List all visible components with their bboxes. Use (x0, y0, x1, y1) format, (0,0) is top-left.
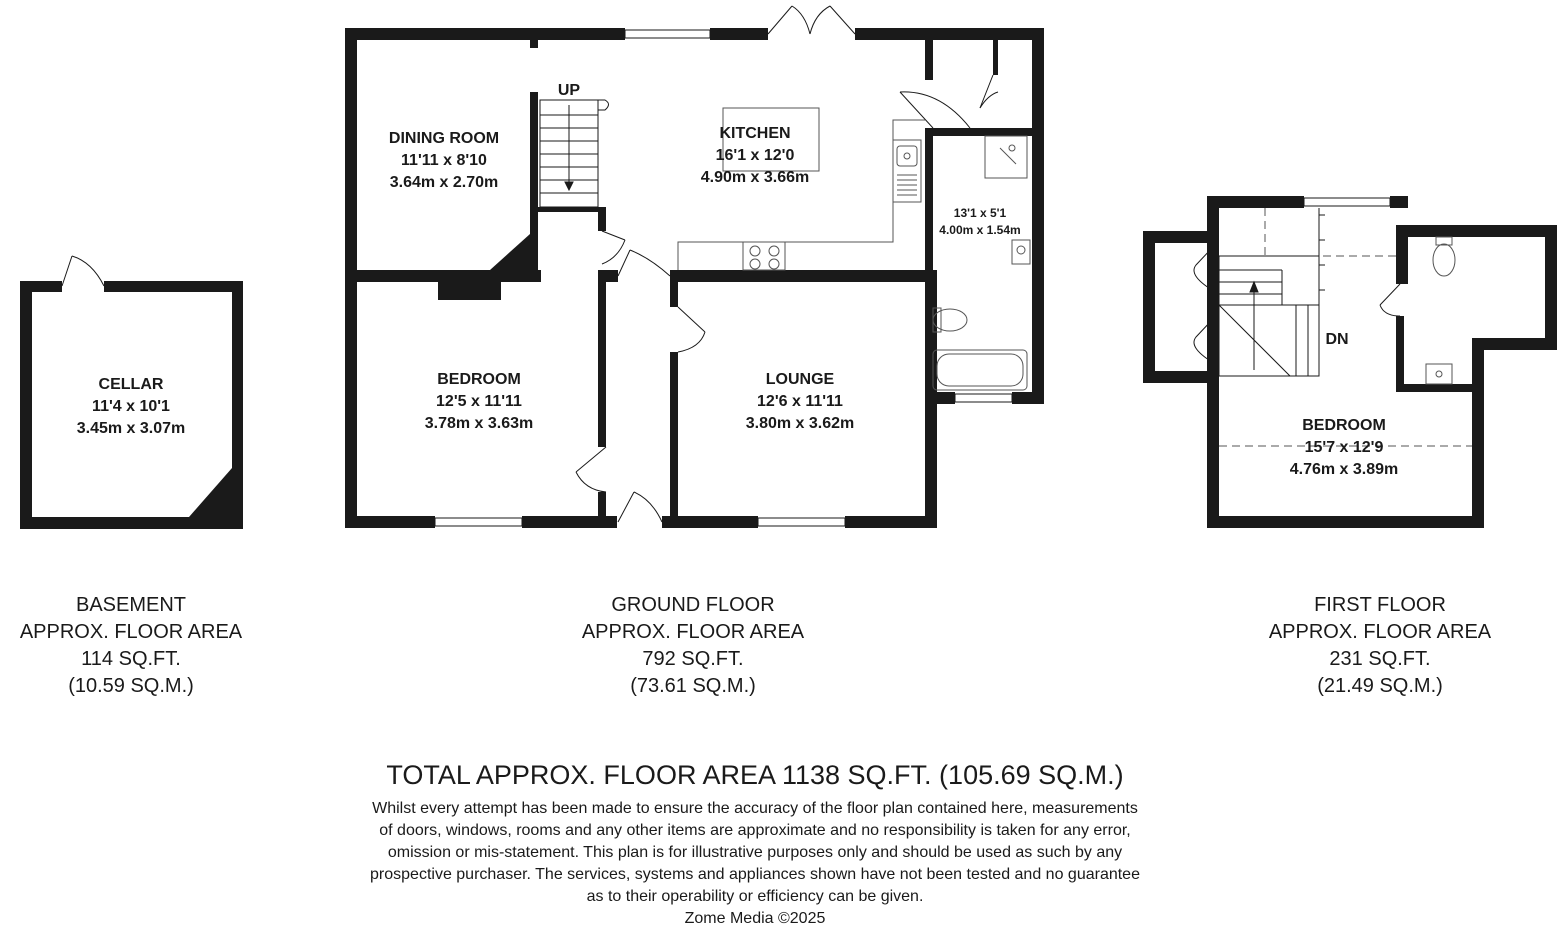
stairs-up-label: UP (557, 82, 581, 99)
dining-room-imperial: 11'11 x 8'10 (401, 152, 487, 169)
stairs-down-label: DN (1325, 331, 1349, 348)
cellar-door (62, 256, 104, 286)
disclaimer-line: of doors, windows, rooms and any other items are approximate and no responsibility is taken for any error, (379, 822, 1131, 839)
total-floor-area: TOTAL APPROX. FLOOR AREA 1138 SQ.FT. (105.69 SQ.M.) (386, 760, 1124, 790)
basement-plan (20, 256, 243, 529)
dining-room-name: DINING ROOM (388, 130, 500, 147)
dining-room-metric: 3.64m x 2.70m (389, 174, 499, 191)
first-floor-plan (1143, 196, 1557, 528)
first-floor-area-label: APPROX. FLOOR AREA (1268, 621, 1492, 643)
kitchen-imperial: 16'1 x 12'0 (715, 147, 795, 164)
bedroom-ground-imperial: 12'5 x 11'11 (436, 393, 522, 410)
kitchen-fixtures (678, 108, 925, 270)
cellar-imperial: 11'4 x 10'1 (92, 398, 170, 415)
basement-caption (0, 592, 262, 700)
first-floor-area-sqft: 231 SQ.FT. (1329, 648, 1431, 670)
bathroom-imperial: 13'1 x 5'1 (953, 206, 1007, 220)
cellar-name: CELLAR (98, 376, 164, 393)
bedroom-first-name: BEDROOM (1302, 417, 1386, 434)
first-floor-fixtures (1426, 237, 1455, 384)
first-floor-windows (1304, 198, 1390, 206)
disclaimer-line: omission or mis-statement. This plan is for illustrative purposes only and should be used as such by any (387, 844, 1123, 861)
cellar-metric: 3.45m x 3.07m (76, 420, 186, 437)
ground-floor-area-sqft: 792 SQ.FT. (642, 648, 744, 670)
kitchen-metric: 4.90m x 3.66m (700, 169, 810, 186)
copyright: Zome Media ©2025 (684, 910, 826, 927)
disclaimer-line: prospective purchaser. The services, systems and appliances shown have not been tested and no guarantee (370, 866, 1140, 883)
bathroom-metric: 4.00m x 1.54m (939, 223, 1021, 237)
first-floor-stairs[interactable] (1219, 208, 1325, 376)
room-dining (389, 130, 499, 191)
first-floor-caption (1230, 592, 1530, 700)
basement-area-sqft: 114 SQ.FT. (81, 648, 181, 670)
first-floor-walls (1143, 196, 1557, 528)
lounge-metric: 3.80m x 3.62m (745, 415, 855, 432)
basement-area-sqm: (10.59 SQ.M.) (68, 675, 194, 697)
bedroom-first-metric: 4.76m x 3.89m (1289, 461, 1399, 478)
room-lounge (746, 371, 855, 432)
first-floor-name: FIRST FLOOR (1314, 594, 1446, 616)
first-floor-area-sqm: (21.49 SQ.M.) (1317, 675, 1443, 697)
bedroom-ground-metric: 3.78m x 3.63m (424, 415, 534, 432)
ground-floor-area-label: APPROX. FLOOR AREA (581, 621, 805, 643)
ground-floor-stairs[interactable] (540, 100, 609, 207)
ground-floor-name: GROUND FLOOR (611, 594, 775, 616)
room-bathroom (939, 206, 1020, 237)
basement-floor-name: BASEMENT (75, 594, 187, 616)
ground-floor-plan (345, 6, 1044, 528)
ground-floor-walls (345, 28, 1044, 528)
disclaimer (300, 798, 1210, 930)
basement-area-label: APPROX. FLOOR AREA (19, 621, 243, 643)
room-bedroom-first (1290, 417, 1399, 478)
ground-floor-area-sqm: (73.61 SQ.M.) (630, 675, 756, 697)
kitchen-name: KITCHEN (719, 125, 791, 142)
ground-floor-caption (543, 592, 843, 700)
room-bedroom-ground (425, 371, 534, 432)
bathroom-fixtures (933, 136, 1030, 390)
bedroom-ground-name: BEDROOM (437, 371, 521, 388)
lounge-name: LOUNGE (765, 371, 835, 388)
lounge-imperial: 12'6 x 11'11 (757, 393, 843, 410)
bedroom-first-imperial: 15'7 x 12'9 (1304, 439, 1384, 456)
disclaimer-line: as to their operability or efficiency can be given. (586, 888, 924, 905)
first-floor-eaves (1219, 208, 1472, 446)
cellar-room (77, 376, 186, 437)
room-kitchen (701, 125, 810, 186)
disclaimer-line: Whilst every attempt has been made to ensure the accuracy of the floor plan contained here, measurements (372, 800, 1138, 817)
